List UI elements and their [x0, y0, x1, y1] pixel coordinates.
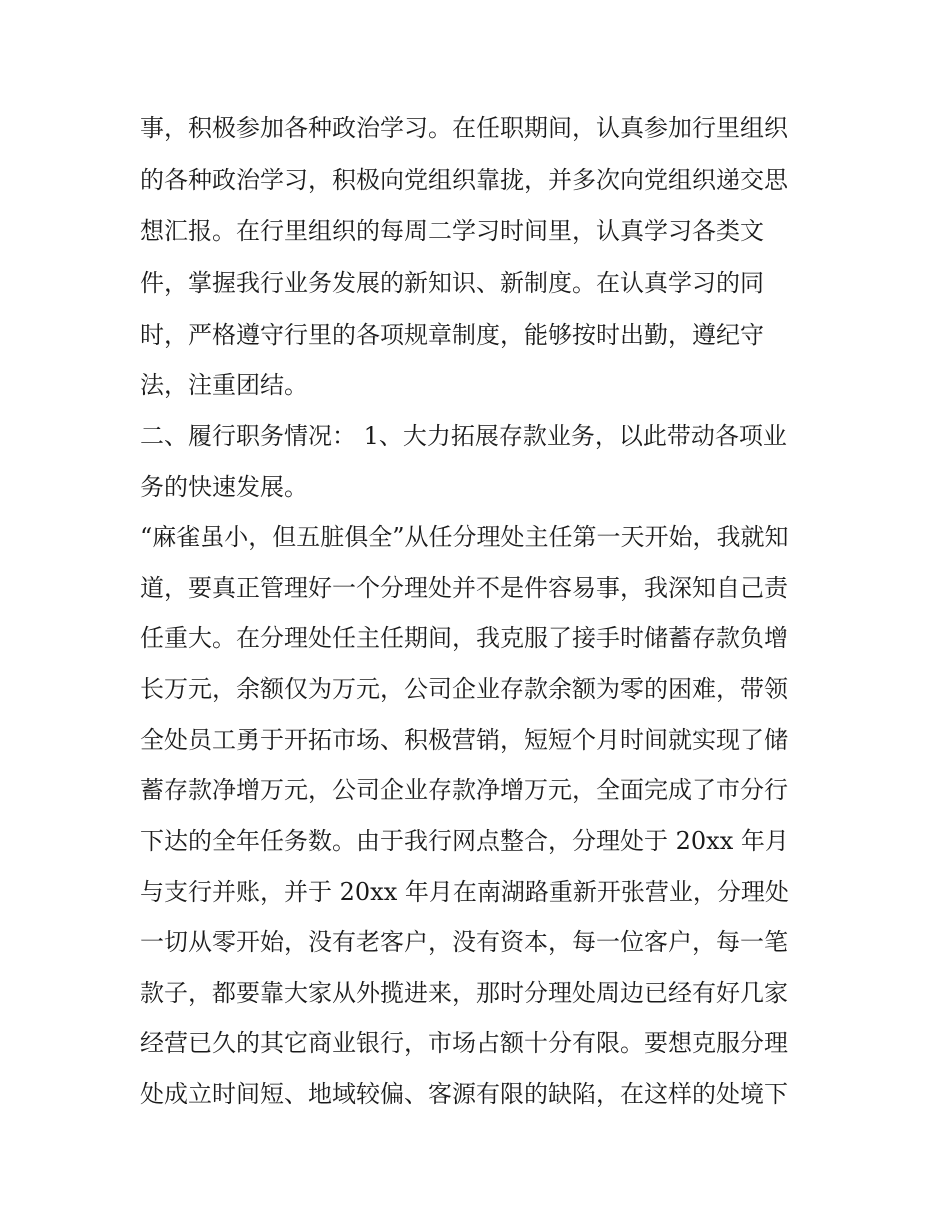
text-line: 全处员工勇于开拓市场、积极营销，短短个月时间就实现了储: [140, 726, 788, 754]
text-line: 道，要真正管理好一个分理处并不是件容易事，我深知自己责: [140, 574, 788, 602]
text-line: 长万元，余额仅为万元，公司企业存款余额为零的困难，带领: [140, 675, 788, 703]
text-line: 蓄存款净增万元，公司企业存款净增万元，全面完成了市分行: [140, 776, 788, 804]
text-line: 下达的全年任务数。由于我行网点整合，分理处于 20xx 年月: [140, 827, 789, 855]
text-line: 一切从零开始，没有老客户，没有资本，每一位客户，每一笔: [140, 928, 788, 956]
text-line: 时，严格遵守行里的各项规章制度，能够按时出勤，遵纪守: [140, 321, 764, 349]
text-line: 处成立时间短、地域较偏、客源有限的缺陷，在这样的处境下: [140, 1080, 788, 1108]
text-line: 的各种政治学习，积极向党组织靠拢，并多次向党组织递交思: [140, 166, 788, 194]
text-line: 与支行并账，并于 20xx 年月在南湖路重新开张营业，分理处: [140, 878, 789, 906]
text-line: 二、履行职务情况： 1、大力拓展存款业务，以此带动各项业: [140, 422, 787, 450]
text-line: 款子，都要靠大家从外揽进来，那时分理处周边已经有好几家: [140, 979, 788, 1007]
text-line: 经营已久的其它商业银行，市场占额十分有限。要想克服分理: [140, 1029, 788, 1057]
text-line: 任重大。在分理处任主任期间，我克服了接手时储蓄存款负增: [140, 624, 788, 652]
text-line: 务的快速发展。: [140, 473, 308, 501]
text-line: “麻雀虽小，但五脏俱全”从任分理处主任第一天开始，我就知: [140, 523, 789, 551]
text-line: 件，掌握我行业务发展的新知识、新制度。在认真学习的同: [140, 269, 764, 297]
text-line: 法，注重团结。: [140, 371, 308, 399]
text-line: 想汇报。在行里组织的每周二学习时间里，认真学习各类文: [140, 217, 764, 245]
text-line: 事，积极参加各种政治学习。在任职期间，认真参加行里组织: [140, 114, 788, 142]
